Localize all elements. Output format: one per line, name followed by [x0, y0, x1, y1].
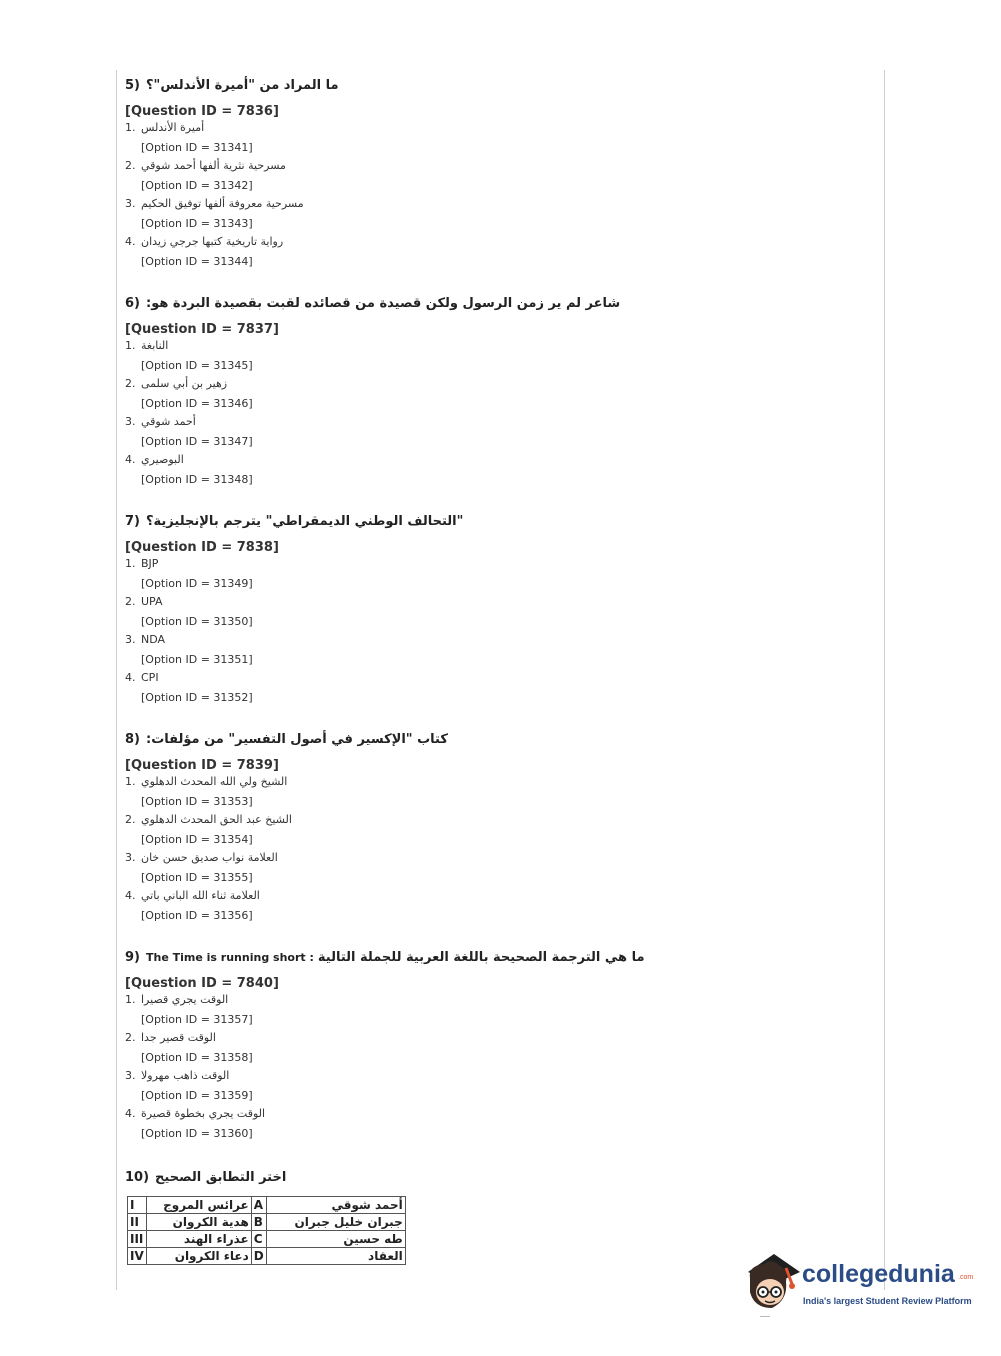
question-text-arabic: ما هي الترجمة الصحيحة باللغة العربية للجملة التالية	[317, 950, 645, 965]
option-text: NDA	[141, 632, 166, 646]
option-text: UPA	[141, 594, 163, 608]
option-number: 4.	[125, 452, 136, 466]
option	[125, 157, 865, 195]
option-id: [Option ID = 31341]	[141, 141, 253, 154]
roman-numeral: IV	[128, 1248, 147, 1265]
question-text: اختر التطابق الصحيح	[155, 1170, 287, 1185]
question-text: كتاب "الإكسير في أصول التفسير" من مؤلفات:	[146, 732, 448, 747]
table-row	[128, 1248, 406, 1265]
option-number: 3.	[125, 1068, 136, 1082]
author-name: العقاد	[266, 1248, 405, 1265]
option-id: [Option ID = 31351]	[141, 653, 253, 666]
question-title	[125, 78, 865, 98]
option-id: [Option ID = 31344]	[141, 255, 253, 268]
option-id: [Option ID = 31354]	[141, 833, 253, 846]
option	[125, 1105, 865, 1143]
page-border-right	[884, 70, 885, 1290]
option	[125, 1067, 865, 1105]
question-9	[125, 950, 865, 1143]
option-id: [Option ID = 31358]	[141, 1051, 253, 1064]
option-text: النابغة	[141, 338, 169, 352]
option-number: 4.	[125, 234, 136, 248]
logo-tagline: India's largest Student Review Platform	[803, 1296, 972, 1306]
work-title: عذراء الهند	[146, 1231, 251, 1248]
author-name: أحمد شوقي	[266, 1197, 405, 1214]
option-number: 2.	[125, 594, 136, 608]
work-title: هدية الكروان	[146, 1214, 251, 1231]
option-text: الوقت يجري قصيرا	[141, 992, 229, 1006]
option-text: مسرحية معروفة ألفها توفيق الحكيم	[141, 196, 304, 210]
question-7	[125, 514, 865, 707]
roman-numeral: I	[128, 1197, 147, 1214]
logo-wordmark: collegedunia	[802, 1260, 955, 1288]
option-text: مسرحية نثرية ألفها أحمد شوقي	[141, 158, 286, 172]
option-id: [Option ID = 31347]	[141, 435, 253, 448]
option	[125, 631, 865, 669]
option-text: الوقت يجري بخطوة قصيرة	[141, 1106, 266, 1120]
work-title: دعاء الكروان	[146, 1248, 251, 1265]
option-id: [Option ID = 31353]	[141, 795, 253, 808]
option-text: العلامة ثناء الله الباني باتي	[141, 888, 260, 902]
option-number: 2.	[125, 376, 136, 390]
option-number: 1.	[125, 992, 136, 1006]
option	[125, 337, 865, 375]
question-6	[125, 296, 865, 489]
author-name: طه حسين	[266, 1231, 405, 1248]
question-number: 8)	[125, 732, 140, 747]
option	[125, 1029, 865, 1067]
question-title	[125, 950, 865, 970]
option-id: [Option ID = 31352]	[141, 691, 253, 704]
option-text: الشيخ عبد الحق المحدث الدهلوي	[141, 812, 292, 826]
collegedunia-logo	[742, 1248, 972, 1318]
option	[125, 669, 865, 707]
option-text: أميرة الأندلس	[141, 120, 205, 134]
option-number: 2.	[125, 1030, 136, 1044]
question-text-english: The Time is running short :	[146, 951, 314, 964]
question-number: 6)	[125, 296, 140, 311]
option	[125, 593, 865, 631]
option-number: 4.	[125, 670, 136, 684]
option-text: أحمد شوقي	[141, 414, 196, 428]
option-id: [Option ID = 31356]	[141, 909, 253, 922]
option-text: البوصيري	[141, 452, 184, 466]
option-number: 3.	[125, 414, 136, 428]
letter-label: A	[251, 1197, 266, 1214]
question-text: "التحالف الوطني الديمقراطي" يترجم بالإنجليزية؟	[146, 514, 464, 529]
option-number: 4.	[125, 1106, 136, 1120]
letter-label: D	[251, 1248, 266, 1265]
option-number: 1.	[125, 120, 136, 134]
option-id: [Option ID = 31343]	[141, 217, 253, 230]
option-id: [Option ID = 31357]	[141, 1013, 253, 1026]
work-title: عرائس المروج	[146, 1197, 251, 1214]
option-id: [Option ID = 31360]	[141, 1127, 253, 1140]
option-text: رواية تاريخية كتبها جرجي زيدان	[141, 234, 284, 248]
logo-suffix: .com	[958, 1274, 974, 1281]
option-number: 1.	[125, 774, 136, 788]
option-number: 3.	[125, 196, 136, 210]
letter-label: C	[251, 1231, 266, 1248]
option-number: 3.	[125, 850, 136, 864]
question-id: [Question ID = 7840]	[125, 976, 279, 991]
option-id: [Option ID = 31345]	[141, 359, 253, 372]
option-text: الشيخ ولي الله المحدث الدهلوي	[141, 774, 288, 788]
question-5	[125, 78, 865, 271]
option-text: BJP	[141, 556, 159, 570]
option	[125, 811, 865, 849]
letter-label: B	[251, 1214, 266, 1231]
page-border-left	[116, 70, 117, 1290]
roman-numeral: II	[128, 1214, 147, 1231]
option-text: العلامة نواب صديق حسن خان	[141, 850, 278, 864]
question-id: [Question ID = 7837]	[125, 322, 279, 337]
question-number: 5)	[125, 78, 140, 93]
option-text: الوقت ذاهب مهرولا	[141, 1068, 230, 1082]
option-number: 1.	[125, 338, 136, 352]
option	[125, 413, 865, 451]
option-id: [Option ID = 31349]	[141, 577, 253, 590]
table-row	[128, 1231, 406, 1248]
matching-table	[127, 1196, 406, 1265]
option	[125, 773, 865, 811]
roman-numeral: III	[128, 1231, 147, 1248]
option	[125, 195, 865, 233]
option-number: 2.	[125, 812, 136, 826]
question-id: [Question ID = 7836]	[125, 104, 279, 119]
author-name: جبران خليل جبران	[266, 1214, 405, 1231]
option	[125, 233, 865, 271]
option-number: 4.	[125, 888, 136, 902]
question-text: ما المراد من "أميرة الأندلس"؟	[146, 78, 339, 93]
option-text: الوقت قصير جدا	[141, 1030, 216, 1044]
question-title	[125, 296, 865, 316]
option	[125, 849, 865, 887]
question-text	[146, 950, 645, 965]
option	[125, 375, 865, 413]
question-8	[125, 732, 865, 925]
option	[125, 451, 865, 489]
mascot-icon	[742, 1248, 802, 1312]
question-id: [Question ID = 7839]	[125, 758, 279, 773]
table-row	[128, 1214, 406, 1231]
option	[125, 991, 865, 1029]
question-number: 10)	[125, 1170, 150, 1185]
question-number: 7)	[125, 514, 140, 529]
option-id: [Option ID = 31348]	[141, 473, 253, 486]
question-number: 9)	[125, 950, 140, 965]
option-id: [Option ID = 31346]	[141, 397, 253, 410]
table-row	[128, 1197, 406, 1214]
option-text: CPI	[141, 670, 159, 684]
option-id: [Option ID = 31350]	[141, 615, 253, 628]
question-title	[125, 514, 865, 534]
question-id: [Question ID = 7838]	[125, 540, 279, 555]
option-number: 3.	[125, 632, 136, 646]
option	[125, 555, 865, 593]
option-number: 1.	[125, 556, 136, 570]
option-id: [Option ID = 31359]	[141, 1089, 253, 1102]
option-text: زهير بن أبي سلمى	[141, 376, 228, 390]
option	[125, 119, 865, 157]
option	[125, 887, 865, 925]
option-id: [Option ID = 31342]	[141, 179, 253, 192]
option-number: 2.	[125, 158, 136, 172]
question-title	[125, 1170, 286, 1190]
question-title	[125, 732, 865, 752]
question-10	[125, 1170, 286, 1190]
option-id: [Option ID = 31355]	[141, 871, 253, 884]
question-text: شاعر لم ير زمن الرسول ولكن قصيدة من قصائده لقبت بقصيدة البردة هو:	[146, 296, 621, 311]
